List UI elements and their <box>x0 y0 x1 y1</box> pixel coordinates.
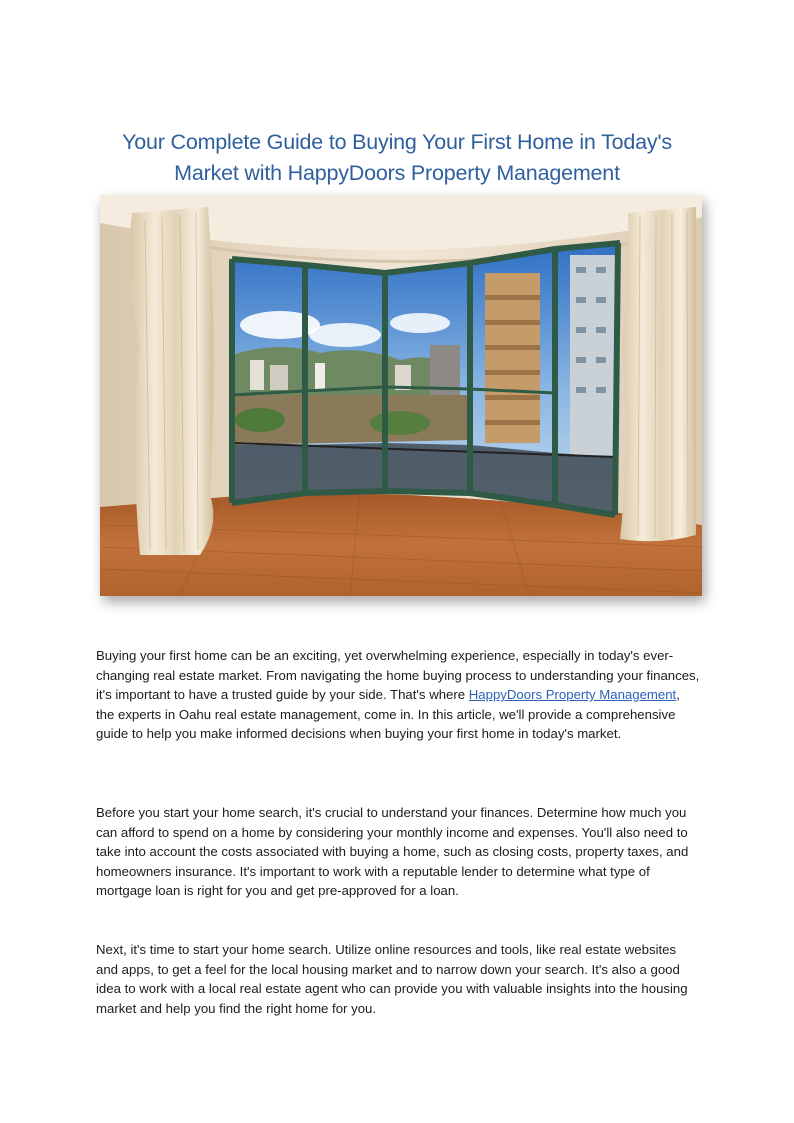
intro-paragraph <box>96 646 700 744</box>
page-title <box>90 127 704 189</box>
home-search-paragraph: Next, it's time to start your home search. Utilize online resources and tools, like real estate websites and apps, to get a feel for the local housing market and to narrow down your search. It's also a good idea to work with a local real estate agent who can provide you with valuable insights into the housing market and help you find the right home for you. <box>96 942 688 1016</box>
intro-text-before: Buying your first home can be an exciting, yet overwhelming experience, especially in today's ever-changing real estate market. From navigating the home buying process to understanding your finances, it's important to have a trusted guide by your side. That's where <box>96 648 700 703</box>
intro-text-after: , the experts in Oahu real estate management, come in. In this article, we'll provide a comprehensive guide to help you make informed decisions when buying your first home in today's market. <box>96 687 680 742</box>
interior-photo-icon <box>100 195 702 596</box>
title-line-2: Market with HappyDoors Property Management <box>174 161 620 185</box>
happydoors-link[interactable]: HappyDoors Property Management <box>468 687 677 703</box>
title-line-1: Your Complete Guide to Buying Your First Home in Today's <box>122 130 672 154</box>
interior-photo <box>100 195 702 596</box>
finances-paragraph: Before you start your home search, it's crucial to understand your finances. Determine how much you can afford to spend on a home by considering your monthly income and expenses. You'll also need to take into account the costs associated with buying a home, such as closing costs, property taxes, and homeowners insurance. It's important to work with a reputable lender to determine what type of mortgage loan is right for you and get pre-approved for a loan. <box>96 805 689 899</box>
